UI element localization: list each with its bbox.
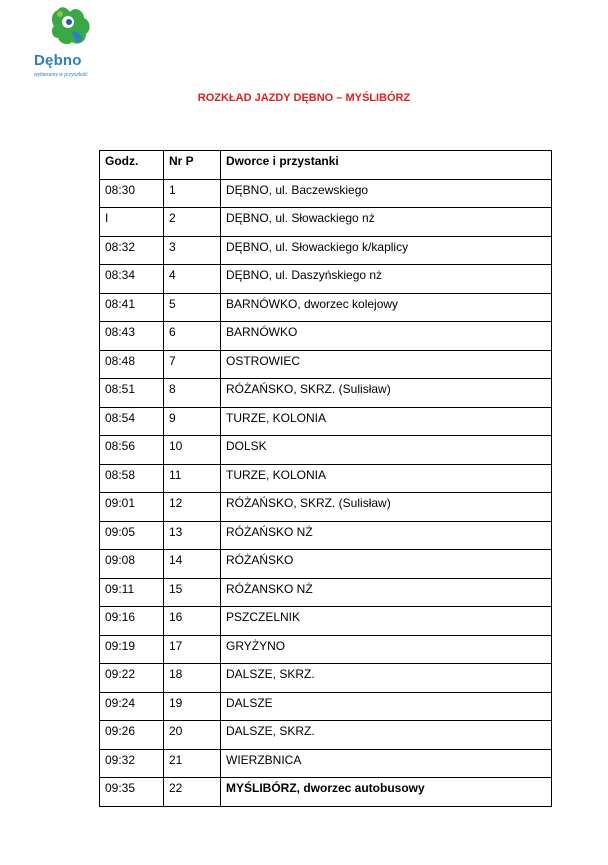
- table-row: [100, 293, 552, 322]
- row-stop-number: 3: [164, 236, 221, 265]
- table-row: [100, 379, 552, 408]
- logo-tagline: wybieramy w przyszłość: [34, 72, 88, 78]
- row-stop-number: 18: [164, 664, 221, 693]
- table-row: [100, 664, 552, 693]
- row-time: 09:19: [100, 635, 164, 664]
- row-stop-name: RÓŻAŃSKO, SKRZ. (Sulisław): [221, 493, 552, 522]
- row-time: 08:43: [100, 322, 164, 351]
- table-row: [100, 265, 552, 294]
- row-stop-number: 16: [164, 607, 221, 636]
- row-stop-name: DOLSK: [221, 436, 552, 465]
- page-title: ROZKŁAD JAZDY DĘBNO – MYŚLIBÓRZ: [197, 92, 411, 104]
- row-time: 09:32: [100, 749, 164, 778]
- row-time: 08:58: [100, 464, 164, 493]
- row-stop-number: 17: [164, 635, 221, 664]
- row-stop-number: 5: [164, 293, 221, 322]
- table-row: [100, 635, 552, 664]
- table-row: [100, 578, 552, 607]
- row-stop-name: RÓŻAŃSKO NŻ: [221, 521, 552, 550]
- row-time: 09:01: [100, 493, 164, 522]
- row-time: 08:30: [100, 179, 164, 208]
- row-time: 08:51: [100, 379, 164, 408]
- table-row: [100, 749, 552, 778]
- row-stop-number: 20: [164, 721, 221, 750]
- row-time: 08:41: [100, 293, 164, 322]
- row-stop-number: 21: [164, 749, 221, 778]
- row-stop-number: 7: [164, 350, 221, 379]
- row-time: 09:26: [100, 721, 164, 750]
- table-row: [100, 236, 552, 265]
- row-stop-number: 12: [164, 493, 221, 522]
- row-stop-name: BARNÓWKO: [221, 322, 552, 351]
- table-row: [100, 778, 552, 807]
- table-row: [100, 208, 552, 237]
- row-stop-number: 19: [164, 692, 221, 721]
- logo-name: Dębno: [34, 52, 82, 69]
- row-stop-name: RÓŻANSKO NŻ: [221, 578, 552, 607]
- row-stop-name: TURZE, KOLONIA: [221, 464, 552, 493]
- table-row: [100, 521, 552, 550]
- row-time: 09:24: [100, 692, 164, 721]
- table-row: [100, 350, 552, 379]
- table-row: [100, 721, 552, 750]
- row-stop-name: WIERZBNICA: [221, 749, 552, 778]
- header-stops: Dworce i przystanki: [221, 151, 552, 180]
- table-row: [100, 550, 552, 579]
- row-stop-name: OSTROWIEC: [221, 350, 552, 379]
- table-row: [100, 493, 552, 522]
- header-time: Godz.: [100, 151, 164, 180]
- table-row: [100, 322, 552, 351]
- row-stop-number: 14: [164, 550, 221, 579]
- row-time: 08:32: [100, 236, 164, 265]
- row-stop-number: 1: [164, 179, 221, 208]
- row-stop-name: DĘBNO, ul. Baczewskiego: [221, 179, 552, 208]
- frog-mascot-icon: [48, 4, 92, 52]
- row-time: 08:54: [100, 407, 164, 436]
- table-header-row: [100, 151, 552, 180]
- row-time: I: [100, 208, 164, 237]
- row-time: 08:34: [100, 265, 164, 294]
- row-stop-name: DALSZE: [221, 692, 552, 721]
- row-stop-name: RÓŻAŃSKO, SKRZ. (Sulisław): [221, 379, 552, 408]
- row-stop-number: 11: [164, 464, 221, 493]
- row-stop-name: DALSZE, SKRZ.: [221, 664, 552, 693]
- row-time: 09:05: [100, 521, 164, 550]
- row-time: 08:48: [100, 350, 164, 379]
- table-row: [100, 407, 552, 436]
- row-stop-name: DĘBNO, ul. Słowackiego nż: [221, 208, 552, 237]
- row-stop-number: 10: [164, 436, 221, 465]
- row-stop-number: 4: [164, 265, 221, 294]
- row-stop-name: BARNÓWKO, dworzec kolejowy: [221, 293, 552, 322]
- table-row: [100, 692, 552, 721]
- row-stop-number: 15: [164, 578, 221, 607]
- row-stop-name: PSZCZELNIK: [221, 607, 552, 636]
- table-row: [100, 464, 552, 493]
- timetable: [99, 150, 552, 807]
- row-time: 09:11: [100, 578, 164, 607]
- row-stop-number: 9: [164, 407, 221, 436]
- row-stop-name: RÓŻAŃSKO: [221, 550, 552, 579]
- row-stop-name: DĘBNO, ul. Daszyńskiego nż: [221, 265, 552, 294]
- table-row: [100, 179, 552, 208]
- row-stop-number: 8: [164, 379, 221, 408]
- row-stop-number: 2: [164, 208, 221, 237]
- row-stop-number: 6: [164, 322, 221, 351]
- row-time: 09:22: [100, 664, 164, 693]
- row-stop-name: MYŚLIBÓRZ, dworzec autobusowy: [221, 778, 552, 807]
- row-time: 09:08: [100, 550, 164, 579]
- table-row: [100, 436, 552, 465]
- header-stop-number: Nr P: [164, 151, 221, 180]
- row-stop-number: 22: [164, 778, 221, 807]
- row-stop-number: 13: [164, 521, 221, 550]
- row-time: 08:56: [100, 436, 164, 465]
- table-row: [100, 607, 552, 636]
- row-stop-name: DĘBNO, ul. Słowackiego k/kaplicy: [221, 236, 552, 265]
- row-time: 09:35: [100, 778, 164, 807]
- row-stop-name: TURZE, KOLONIA: [221, 407, 552, 436]
- row-stop-name: GRYŻYNO: [221, 635, 552, 664]
- row-time: 09:16: [100, 607, 164, 636]
- debno-logo: [30, 4, 110, 84]
- row-stop-name: DALSZE, SKRZ.: [221, 721, 552, 750]
